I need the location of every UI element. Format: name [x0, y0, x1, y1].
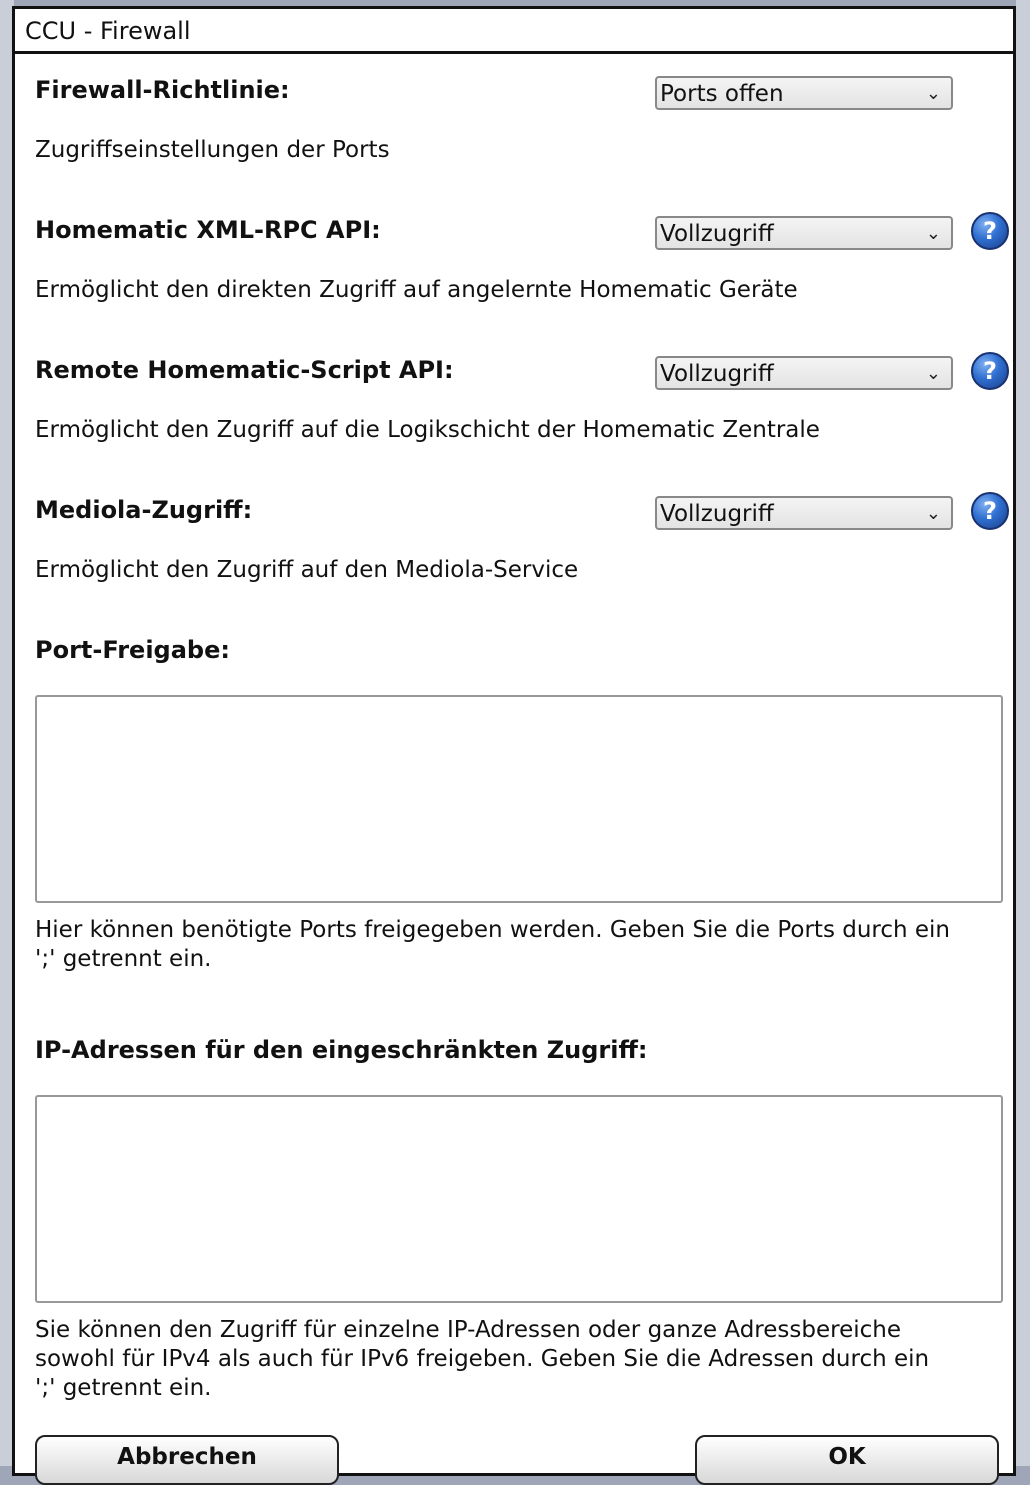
mediola-help-icon[interactable]: ?: [971, 492, 1009, 530]
dialog-title: CCU - Firewall: [25, 17, 191, 45]
port-release-description-line1: Hier können benötigte Ports freigegeben werden. Geben Sie die Ports durch ein: [35, 917, 951, 943]
port-release-textarea[interactable]: [35, 695, 1003, 903]
mediola-value: Vollzugriff: [660, 501, 774, 527]
mediola-label: Mediola-Zugriff:: [35, 496, 253, 524]
port-release-description-line2: ';' getrennt ein.: [35, 946, 212, 972]
script-api-label: Remote Homematic-Script API:: [35, 356, 454, 384]
xmlrpc-select[interactable]: [655, 216, 953, 250]
ip-addresses-label: IP-Adressen für den eingeschränkten Zugriff:: [35, 1036, 648, 1064]
firewall-policy-value: Ports offen: [660, 81, 784, 107]
mediola-description: Ermöglicht den Zugriff auf den Mediola-Service: [35, 557, 579, 583]
xmlrpc-help-icon[interactable]: ?: [971, 212, 1009, 250]
mediola-select[interactable]: [655, 496, 953, 530]
script-api-select[interactable]: [655, 356, 953, 390]
script-api-help-icon[interactable]: ?: [971, 352, 1009, 390]
chevron-down-icon: ⌄: [925, 503, 941, 524]
firewall-policy-select[interactable]: [655, 76, 953, 110]
chevron-down-icon: ⌄: [925, 363, 941, 384]
chevron-down-icon: ⌄: [925, 223, 941, 244]
chevron-down-icon: ⌄: [925, 83, 941, 104]
script-api-description: Ermöglicht den Zugriff auf die Logikschicht der Homematic Zentrale: [35, 417, 820, 443]
script-api-value: Vollzugriff: [660, 361, 774, 387]
ip-addresses-description-line1: Sie können den Zugriff für einzelne IP-Adressen oder ganze Adressbereiche: [35, 1317, 901, 1343]
ip-addresses-textarea[interactable]: [35, 1095, 1003, 1303]
background-page-right: [1016, 0, 1030, 1466]
dialog-titlebar[interactable]: [15, 9, 1013, 54]
firewall-dialog: [12, 6, 1016, 1476]
firewall-policy-label: Firewall-Richtlinie:: [35, 76, 290, 104]
xmlrpc-description: Ermöglicht den direkten Zugriff auf angelernte Homematic Geräte: [35, 277, 798, 303]
xmlrpc-value: Vollzugriff: [660, 221, 774, 247]
port-release-label: Port-Freigabe:: [35, 636, 230, 664]
ip-addresses-description-line3: ';' getrennt ein.: [35, 1375, 212, 1401]
firewall-policy-description: Zugriffseinstellungen der Ports: [35, 137, 390, 163]
cancel-button[interactable]: Abbrechen: [35, 1435, 339, 1485]
xmlrpc-label: Homematic XML-RPC API:: [35, 216, 381, 244]
ok-button[interactable]: OK: [695, 1435, 999, 1485]
ip-addresses-description-line2: sowohl für IPv4 als auch für IPv6 freigeben. Geben Sie die Adressen durch ein: [35, 1346, 930, 1372]
